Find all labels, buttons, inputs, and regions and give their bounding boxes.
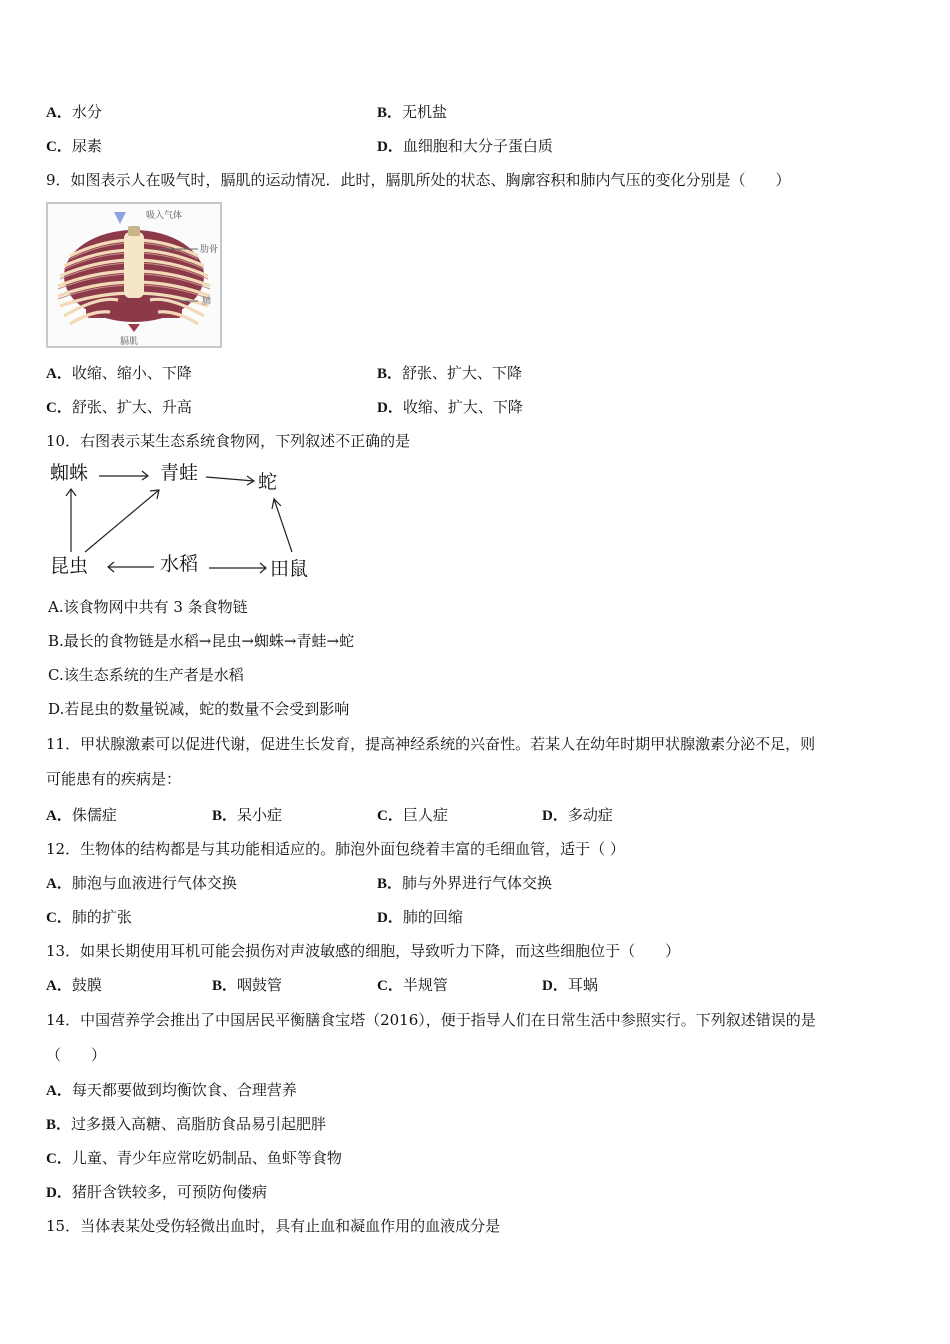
label-rib: 肋骨 xyxy=(200,245,219,255)
option-text: 巨人症 xyxy=(402,806,448,824)
q8-option-a xyxy=(46,102,102,122)
option-letter: B． xyxy=(377,105,403,121)
food-web-diagram xyxy=(46,455,316,585)
q8-option-c xyxy=(46,136,102,156)
option-letter: A． xyxy=(46,876,72,892)
option-text: 每天都要做到均衡饮食、合理营养 xyxy=(71,1081,297,1099)
q11-option-c xyxy=(377,805,448,825)
diaphragm-arrow-icon xyxy=(128,324,140,332)
q11-option-a xyxy=(46,805,117,825)
q10-option-c: C.该生态系统的生产者是水稻 xyxy=(48,666,244,684)
option-text: 鼓膜 xyxy=(71,976,102,994)
option-text: 猪肝含铁较多，可预防佝偻病 xyxy=(71,1183,267,1201)
option-text: 儿童、青少年应常吃奶制品、鱼虾等食物 xyxy=(71,1149,342,1167)
q12-option-a xyxy=(46,873,237,893)
q12-option-c xyxy=(46,907,132,927)
option-letter: D． xyxy=(46,1185,72,1201)
option-text: 多动症 xyxy=(567,806,613,824)
option-letter: C． xyxy=(377,978,403,994)
option-text: 肺的扩张 xyxy=(71,908,132,926)
q13-option-d xyxy=(542,975,598,995)
option-letter: C． xyxy=(46,139,72,155)
q15-stem: 15．当体表某处受伤轻微出血时，具有止血和凝血作用的血液成分是 xyxy=(46,1217,501,1235)
q11-stem-line2: 可能患有的疾病是： xyxy=(46,770,182,788)
node-snake: 蛇 xyxy=(258,471,278,493)
option-letter: C． xyxy=(46,400,72,416)
q8-option-b xyxy=(377,102,447,122)
q9-option-b xyxy=(377,363,522,383)
option-letter: B． xyxy=(212,808,238,824)
label-lung: 肺 xyxy=(202,297,212,307)
q10-stem: 10．右图表示某生态系统食物网，下列叙述不正确的是 xyxy=(46,432,411,450)
option-letter: A． xyxy=(46,808,72,824)
q13-stem: 13．如果长期使用耳机可能会损伤对声波敏感的细胞，导致听力下降，而这些细胞位于（ ） xyxy=(46,942,681,960)
q11-option-b xyxy=(212,805,282,825)
q9-option-c xyxy=(46,397,192,417)
option-text: 肺与外界进行气体交换 xyxy=(402,874,553,892)
q12-option-d xyxy=(377,907,463,927)
label-diaphragm: 膈肌 xyxy=(120,337,139,347)
option-letter: B． xyxy=(46,1117,72,1133)
inhale-arrow-icon xyxy=(114,212,126,224)
option-letter: D． xyxy=(377,910,403,926)
option-text: 无机盐 xyxy=(402,103,448,121)
q13-option-b xyxy=(212,975,282,995)
option-text: 水分 xyxy=(71,103,102,121)
node-mouse: 田鼠 xyxy=(270,558,309,580)
q14-option-a xyxy=(46,1080,297,1100)
option-letter: A． xyxy=(46,1083,72,1099)
option-letter: A． xyxy=(46,105,72,121)
q14-stem-line2: （ ） xyxy=(46,1046,107,1064)
option-text: 舒张、扩大、下降 xyxy=(402,364,523,382)
ribcage-illustration xyxy=(48,204,220,346)
q9-option-d xyxy=(377,397,523,417)
q10-option-d: D.若昆虫的数量锐减，蛇的数量不会受到影响 xyxy=(48,700,350,718)
option-letter: B． xyxy=(377,366,403,382)
node-rice: 水稻 xyxy=(160,553,199,575)
option-text: 尿素 xyxy=(71,137,102,155)
q9-option-a xyxy=(46,363,192,383)
q14-option-d xyxy=(46,1182,267,1202)
label-inhale: 吸入气体 xyxy=(146,211,183,221)
q11-option-d xyxy=(542,805,613,825)
option-letter: C． xyxy=(377,808,403,824)
q14-stem-line1: 14．中国营养学会推出了中国居民平衡膳食宝塔（2016），便于指导人们在日常生活中参照实行。下列叙述错误的是 xyxy=(46,1011,816,1029)
option-letter: B． xyxy=(212,978,238,994)
ribcage-figure xyxy=(46,202,222,348)
option-letter: C． xyxy=(46,910,72,926)
q12-stem: 12．生物体的结构都是与其功能相适应的。肺泡外面包绕着丰富的毛细血管，适于（ ） xyxy=(46,840,625,858)
option-text: 过多摄入高糖、高脂肪食品易引起肥胖 xyxy=(71,1115,327,1133)
q10-option-a: A.该食物网中共有 3 条食物链 xyxy=(48,598,248,616)
q9-stem: 9．如图表示人在吸气时，膈肌的运动情况．此时，膈肌所处的状态、胸廓容积和肺内气压的变化分别是（ ） xyxy=(46,171,791,189)
option-letter: D． xyxy=(542,808,568,824)
option-letter: A． xyxy=(46,978,72,994)
option-text: 半规管 xyxy=(402,976,448,994)
option-text: 咽鼓管 xyxy=(237,976,283,994)
option-letter: D． xyxy=(377,400,403,416)
option-letter: D． xyxy=(377,139,403,155)
option-text: 血细胞和大分子蛋白质 xyxy=(402,137,553,155)
option-letter: C． xyxy=(46,1151,72,1167)
option-text: 肺的回缩 xyxy=(402,908,463,926)
q14-option-b xyxy=(46,1114,326,1134)
q10-option-b: B.最长的食物链是水稻→昆虫→蜘蛛→青蛙→蛇 xyxy=(48,632,355,650)
q12-option-b xyxy=(377,873,552,893)
option-text: 肺泡与血液进行气体交换 xyxy=(71,874,237,892)
node-spider: 蜘蛛 xyxy=(50,462,89,484)
option-text: 耳蜗 xyxy=(567,976,598,994)
q8-option-d xyxy=(377,136,553,156)
q11-stem-line1: 11．甲状腺激素可以促进代谢，促进生长发育，提高神经系统的兴奋性。若某人在幼年时期甲状腺激素分泌不足，则 xyxy=(46,735,816,753)
q13-option-c xyxy=(377,975,448,995)
option-letter: B． xyxy=(377,876,403,892)
option-letter: D． xyxy=(542,978,568,994)
node-frog: 青蛙 xyxy=(160,462,199,484)
option-text: 收缩、缩小、下降 xyxy=(71,364,192,382)
option-letter: A． xyxy=(46,366,72,382)
option-text: 舒张、扩大、升高 xyxy=(71,398,192,416)
option-text: 呆小症 xyxy=(237,806,283,824)
option-text: 侏儒症 xyxy=(71,806,117,824)
q14-option-c xyxy=(46,1148,342,1168)
q13-option-a xyxy=(46,975,102,995)
node-insect: 昆虫 xyxy=(50,555,89,577)
option-text: 收缩、扩大、下降 xyxy=(402,398,523,416)
